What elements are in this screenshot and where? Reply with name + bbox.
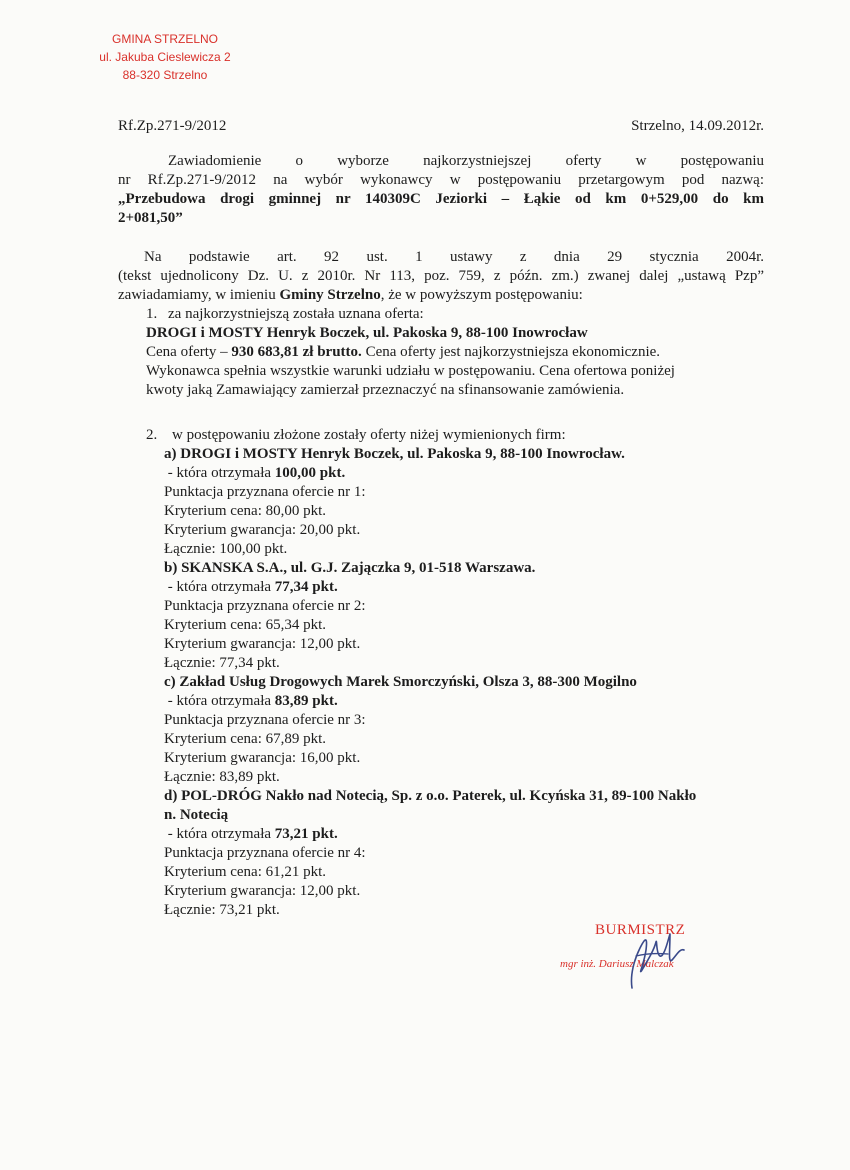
offer-name-text: c) Zakład Usług Drogowych Marek Smorczyński, Olsza 3, 88-300 Mogilno	[164, 674, 637, 690]
offer-score	[164, 825, 764, 844]
offer-points-heading: Punktacja przyznana ofercie nr 3:	[164, 712, 366, 728]
stamp-line-name: GMINA STRZELNO	[111, 32, 218, 46]
offer-name-text-2: n. Notecią	[164, 807, 229, 823]
offer-score-value: 100,00 pkt.	[274, 465, 346, 481]
stamp-line-street: ul. Jakuba Cieslewicza 2	[99, 50, 231, 64]
point-2-heading	[118, 426, 764, 445]
offer-score	[164, 578, 764, 597]
municipality-stamp	[70, 30, 260, 84]
winner-budget: kwoty jaką Zamawiający zamierzał przeznaczyć na sfinansowanie zamówienia.	[146, 382, 625, 398]
offer-total: Łącznie: 77,34 pkt.	[164, 655, 280, 671]
intro-line-3-post: , że w powyższym postępowaniu:	[380, 287, 583, 303]
offer-name-text: a) DROGI i MOSTY Henryk Boczek, ul. Pakoska 9, 88-100 Inowrocław.	[164, 446, 625, 462]
offer-score-pre: - która otrzymała	[167, 465, 275, 481]
offer-total: Łącznie: 73,21 pkt.	[164, 902, 280, 918]
notice-title-text-2: 2+081,50”	[118, 210, 183, 226]
offer-name-text: b) SKANSKA S.A., ul. G.J. Zajączka 9, 01-518 Warszawa.	[164, 560, 536, 576]
offer-name	[164, 445, 764, 464]
winner-name-text: DROGI i MOSTY Henryk Boczek, ul. Pakoska 9, 88-100 Inowrocław	[146, 325, 588, 341]
offer-name	[164, 559, 764, 578]
offer-score-pre: - która otrzymała	[167, 826, 275, 842]
offer-price-criterion: Kryterium cena: 65,34 pkt.	[164, 617, 327, 633]
intro-line-3	[118, 286, 764, 305]
notice-title-line-2	[118, 209, 764, 228]
offer-total: Łącznie: 100,00 pkt.	[164, 541, 288, 557]
offer-entry	[164, 673, 764, 787]
point-1-heading	[146, 305, 764, 324]
offer-warranty-criterion: Kryterium gwarancja: 20,00 pkt.	[164, 522, 361, 538]
offer-name-text: d) POL-DRÓG Nakło nad Notecią, Sp. z o.o. Paterek, ul. Kcyńska 31, 89-100 Nakło	[164, 788, 697, 804]
intro-line-3-pre: zawiadamiamy, w imieniu	[118, 287, 280, 303]
offer-total: Łącznie: 83,89 pkt.	[164, 769, 280, 785]
winner-price-pre: Cena oferty –	[146, 344, 232, 360]
mayor-name: mgr inż. Dariusz Malczak	[560, 958, 674, 970]
notice-title-text-1: „Przebudowa drogi gminnej nr 140309C Jeziorki – Łąkie od km 0+529,00 do km	[118, 191, 764, 207]
intro-line-2: (tekst ujednolicony Dz. U. z 2010r. Nr 113, poz. 759, z późn. zm.) zwanej dalej „ustawą Pzp”	[118, 268, 764, 284]
handwritten-signature-icon	[590, 920, 700, 995]
winner-name	[146, 324, 764, 343]
offer-score	[164, 464, 764, 483]
offer-score-pre: - która otrzymała	[167, 693, 275, 709]
place-date: Strzelno, 14.09.2012r.	[631, 118, 764, 134]
point-2-number: 2.	[146, 427, 158, 443]
offers-list	[118, 445, 764, 920]
stamp-line-city: 88-320 Strzelno	[122, 68, 208, 82]
offer-entry	[164, 445, 764, 559]
winner-price-amount: 930 683,81 zł brutto.	[231, 344, 362, 360]
point-1	[118, 305, 764, 400]
notice-line-1: Zawiadomienie o wyborze najkorzystniejszej oferty w postępowaniu	[168, 153, 764, 169]
offer-name	[164, 673, 764, 692]
offer-points-heading: Punktacja przyznana ofercie nr 2:	[164, 598, 366, 614]
point-1-number: 1.	[146, 306, 158, 322]
notice-title-line-1	[118, 190, 764, 209]
offer-name-continued	[164, 806, 764, 825]
point-1-heading-text: za najkorzystniejszą została uznana oferta:	[168, 306, 424, 322]
offer-name	[164, 787, 764, 806]
offer-points-heading: Punktacja przyznana ofercie nr 4:	[164, 845, 366, 861]
offer-warranty-criterion: Kryterium gwarancja: 12,00 pkt.	[164, 883, 361, 899]
offer-entry	[164, 559, 764, 673]
intro-line-1: Na podstawie art. 92 ust. 1 ustawy z dnia 29 stycznia 2004r.	[144, 249, 764, 265]
offer-warranty-criterion: Kryterium gwarancja: 16,00 pkt.	[164, 750, 361, 766]
winner-price-post: Cena oferty jest najkorzystniejsza ekonomicznie.	[361, 344, 661, 360]
offer-score-value: 77,34 pkt.	[274, 579, 338, 595]
offer-price-criterion: Kryterium cena: 67,89 pkt.	[164, 731, 327, 747]
reference-number: Rf.Zp.271-9/2012	[118, 118, 227, 134]
offer-score-value: 83,89 pkt.	[274, 693, 338, 709]
offer-price-criterion: Kryterium cena: 80,00 pkt.	[164, 503, 327, 519]
intro-municipality: Gminy Strzelno	[279, 287, 381, 303]
mayor-signature-block	[560, 920, 740, 990]
offer-entry	[164, 787, 764, 920]
winner-price	[146, 343, 764, 362]
offer-score-value: 73,21 pkt.	[274, 826, 338, 842]
point-2-heading-text: w postępowaniu złożone zostały oferty niżej wymienionych firm:	[172, 427, 566, 443]
letter-body	[118, 152, 764, 920]
mayor-title: BURMISTRZ	[595, 922, 686, 938]
offer-points-heading: Punktacja przyznana ofercie nr 1:	[164, 484, 366, 500]
offer-price-criterion: Kryterium cena: 61,21 pkt.	[164, 864, 327, 880]
offer-score-pre: - która otrzymała	[167, 579, 275, 595]
offer-score	[164, 692, 764, 711]
winner-conditions: Wykonawca spełnia wszystkie warunki udziału w postępowaniu. Cena ofertowa poniżej	[146, 363, 675, 379]
notice-line-2: nr Rf.Zp.271-9/2012 na wybór wykonawcy w postępowaniu przetargowym pod nazwą:	[118, 172, 764, 188]
offer-warranty-criterion: Kryterium gwarancja: 12,00 pkt.	[164, 636, 361, 652]
